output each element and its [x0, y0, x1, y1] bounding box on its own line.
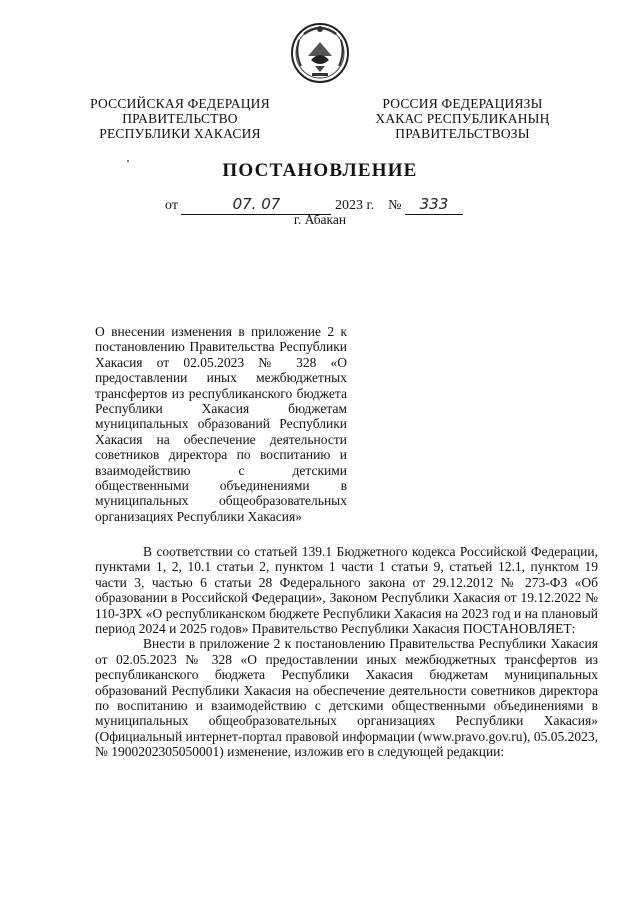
- city-label: г. Абакан: [293, 212, 347, 227]
- header-left-block: [80, 96, 280, 141]
- header-right-block: [355, 96, 570, 141]
- date-prefix: от: [165, 198, 178, 213]
- header-right-line-2: ХАКАС РЕСПУБЛИКАНЫҢ: [375, 111, 550, 126]
- header-left-line-2: ПРАВИТЕЛЬСТВО: [122, 111, 238, 126]
- header-right-line-1: РОССИЯ ФЕДЕРАЦИЯЗЫ: [382, 96, 543, 111]
- main-text: [95, 544, 598, 760]
- header-right-line-3: ПРАВИТЕЛЬСТВОЗЫ: [395, 126, 530, 141]
- paragraph-legal-basis: В соответствии со статьей 139.1 Бюджетного кодекса Российской Федерации, пунктами 1, 2, 10.1 статьи 2, пунктом 1 части 1 статьи 9, статьей 12.1, пунктом 19 части 3, частью 6 статьи 28 Федерального закона от 29.12.2012 № 273-ФЗ «Об образовании в Российской Федерации», Законом Республики Хакасия от 19.12.2022 № 110-ЗРХ «О республиканском бюджете Республики Хакасия на 2023 год и на плановый период 2024 и 2025 годов» Правительство Республики Хакасия ПОСТАНОВЛЯЕТ:: [95, 544, 598, 637]
- header-left-line-3: РЕСПУБЛИКИ ХАКАСИЯ: [99, 126, 261, 141]
- number-sign: №: [388, 198, 402, 213]
- header-left-line-1: РОССИЙСКАЯ ФЕДЕРАЦИЯ: [90, 96, 270, 111]
- subject-block: О внесении изменения в приложение 2 к постановлению Правительства Республики Хакасия от 02.05.2023 № 328 «О предоставлении иных межбюджетных трансфертов из республиканского бюджета Республики Хакасия бюджетам муниципальных образований Республики Хакасия на обеспечение деятельности советников директора по воспитанию и взаимодействию с детскими общественными объединениями в муниципальных общеобразовательных организациях Республики Хакасия»: [95, 324, 347, 524]
- paragraph-amendment: Внести в приложение 2 к постановлению Правительства Республики Хакасия от 02.05.2023 № 328 «О предоставлении иных межбюджетных трансфертов из республиканского бюджета Республики Хакасия бюджетам муниципальных образований Республики Хакасия на обеспечение деятельности советников директора по воспитанию и взаимодействию с детскими общественными объединениями в муниципальных общеобразовательных организациях Республики Хакасия» (Официальный интернет-портал правовой информации (www.pravo.gov.ru), 05.05.2023, № 1900202305050001) изменение, изложив его в следующей редакции:: [95, 636, 598, 760]
- coat-of-arms-emblem: [289, 20, 351, 84]
- handwritten-date: 07. 07: [232, 195, 281, 213]
- document-title: ПОСТАНОВЛЕНИЕ: [222, 160, 418, 181]
- year-label: 2023 г.: [334, 198, 375, 213]
- handwritten-number: 333: [419, 195, 449, 213]
